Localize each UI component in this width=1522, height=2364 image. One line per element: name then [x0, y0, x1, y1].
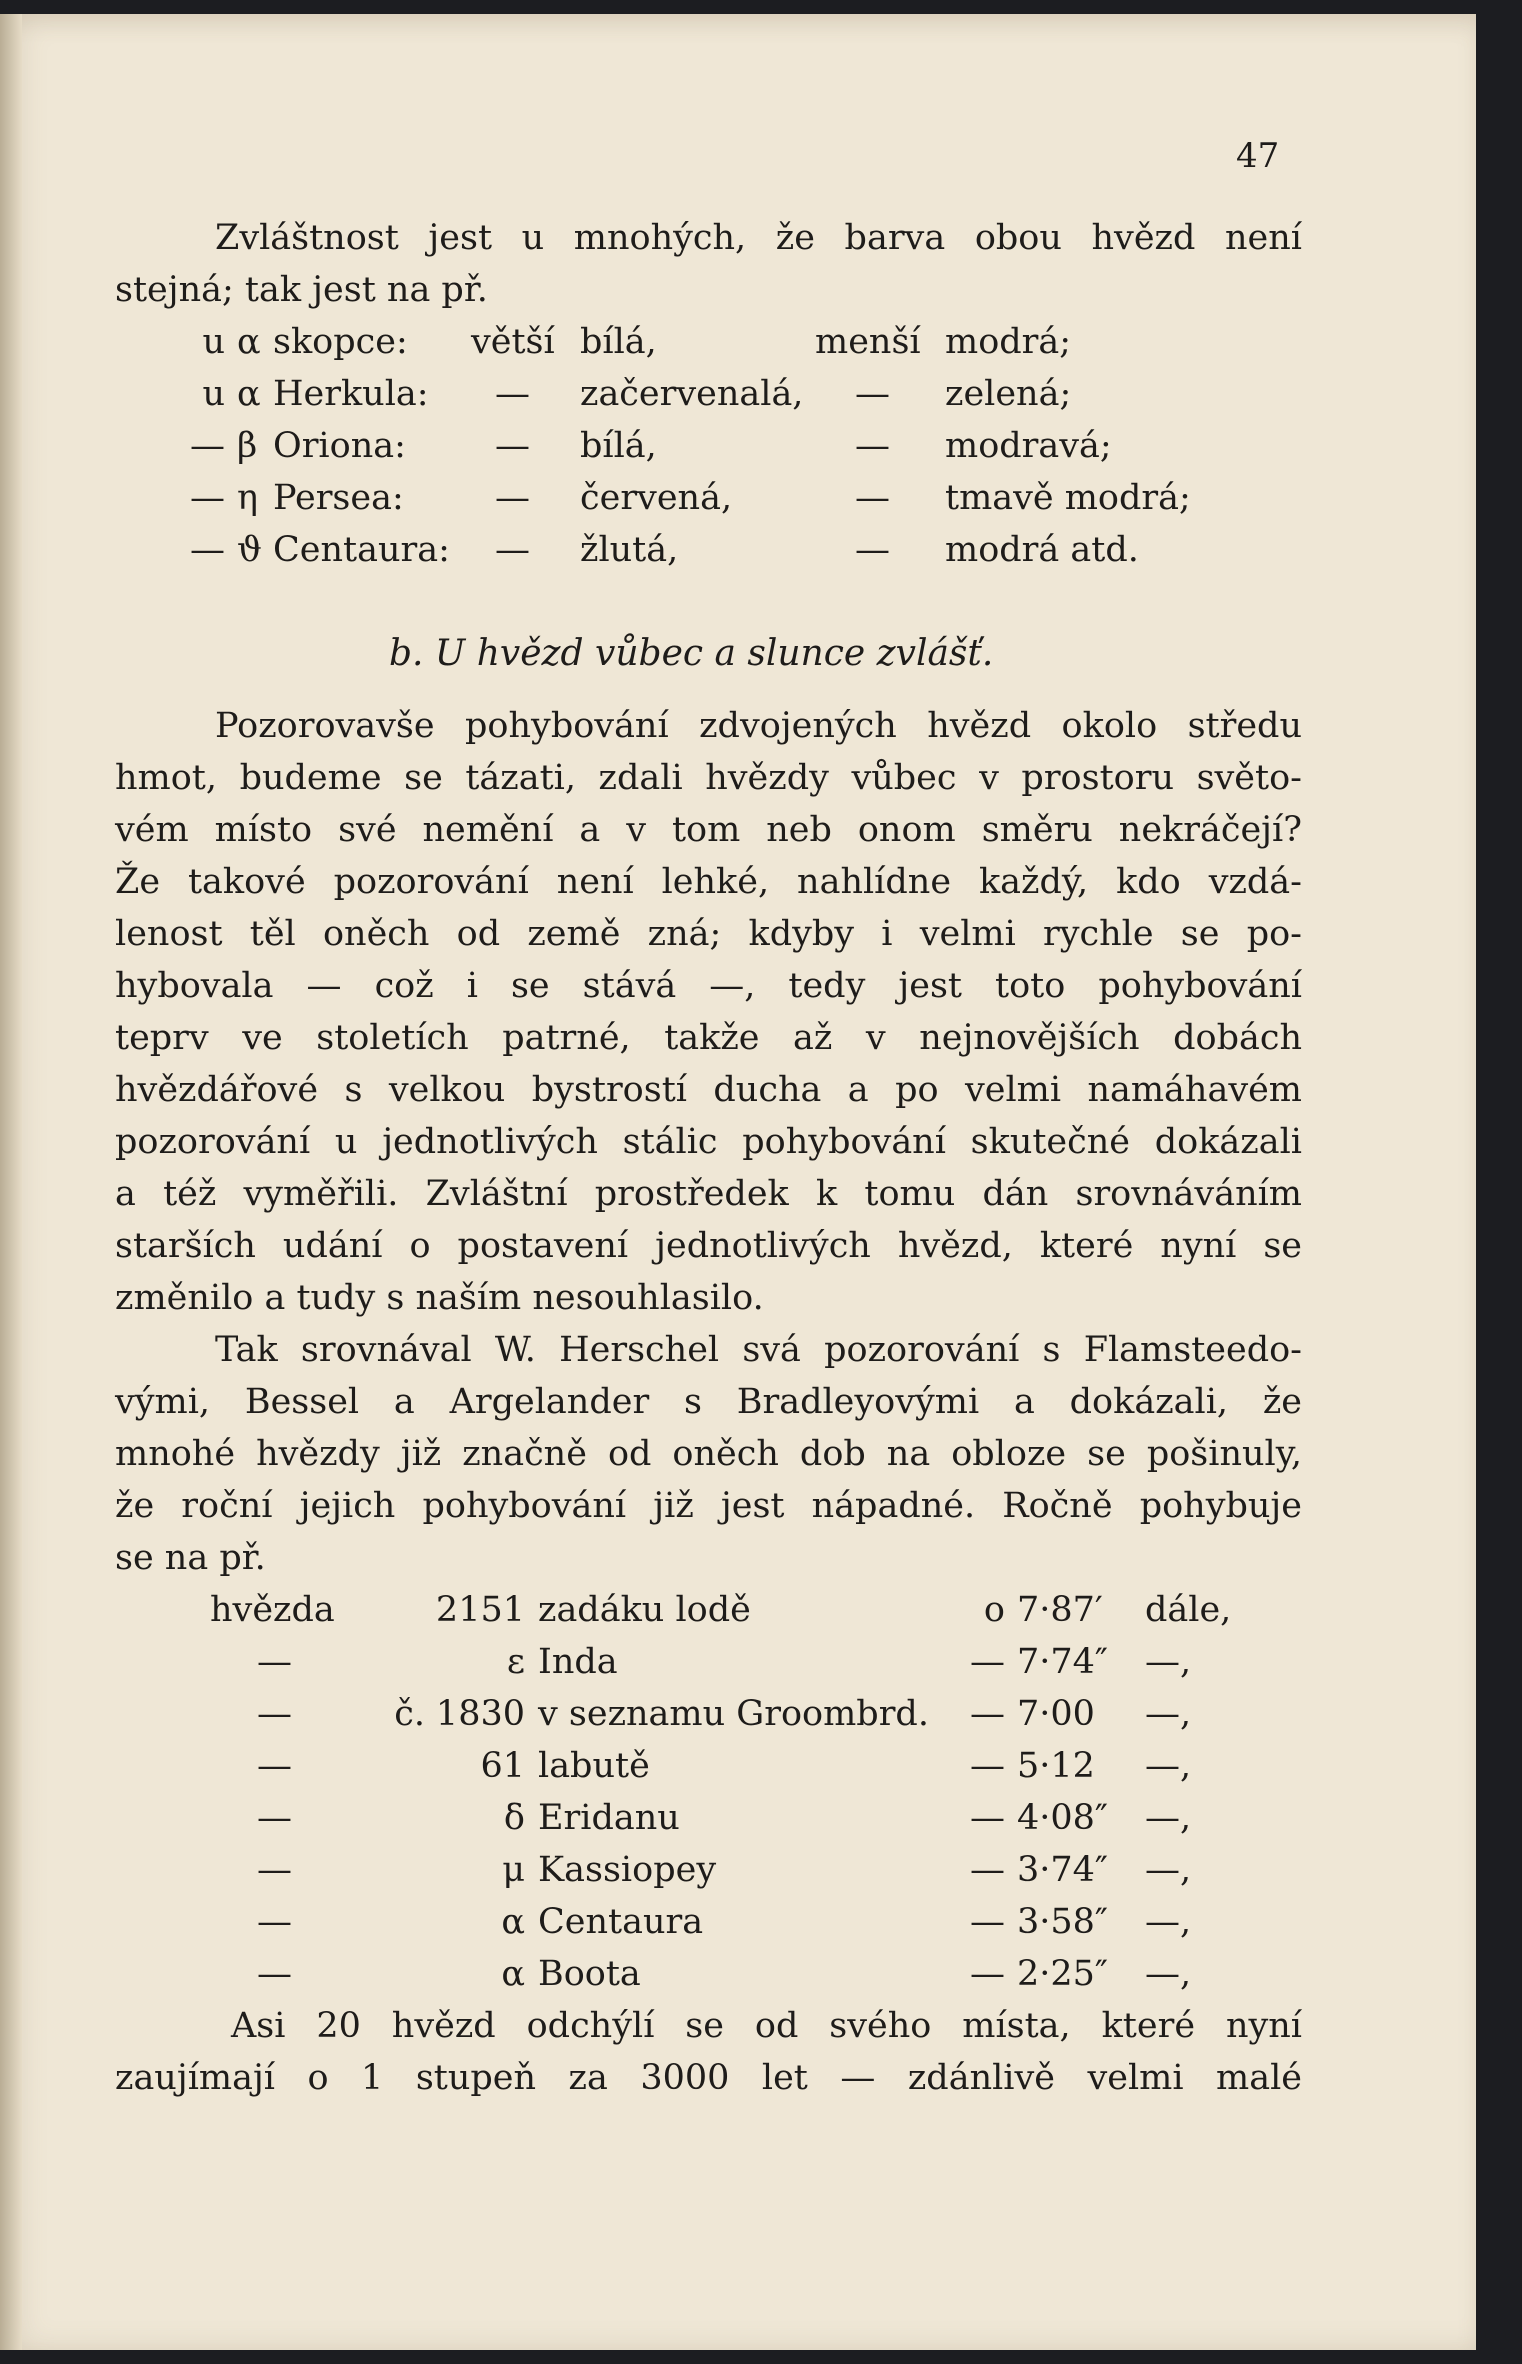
constellation-name: Oriona: — [273, 426, 406, 466]
smaller-label: — — [855, 374, 890, 414]
larger-label: — — [495, 478, 530, 518]
paragraph-line: zaujímají o 1 stupeň za 3000 let — zdánlivě velmi malé — [115, 2058, 1302, 2098]
paragraph-line: lenost těl oněch od země zná; kdyby i velmi rychle se po- — [115, 914, 1302, 954]
intro-line-2: stejná; tak jest na př. — [115, 270, 488, 310]
star-letter: β — [237, 426, 258, 466]
paragraph-line: Asi 20 hvězd odchýlí se od svého místa, které nyní — [231, 2006, 1302, 2046]
smaller-label: — — [855, 530, 890, 570]
star-id: ε — [506, 1642, 525, 1682]
paragraph-line: vém místo své nemění a v tom neb onom směru nekráčejí? — [115, 810, 1302, 850]
paragraph-line: pozorování u jednotlivých stálic pohybování skutečné dokázali — [115, 1122, 1302, 1162]
smaller-color: modrá atd. — [945, 530, 1139, 570]
paragraph-line: změnilo a tudy s naším nesouhlasilo. — [115, 1278, 764, 1318]
star-name: Inda — [538, 1642, 618, 1682]
larger-label: — — [495, 426, 530, 466]
paragraph-line: že roční jejich pohybování již jest nápadné. Ročně pohybuje — [115, 1486, 1302, 1526]
annual-motion: 2·25″ — [1017, 1954, 1109, 1994]
catalog-prefix: č. — [394, 1694, 425, 1734]
annual-motion: 3·74″ — [1017, 1850, 1109, 1890]
motion-row — [115, 1636, 1302, 1688]
star-id: 2151 — [435, 1590, 525, 1630]
star-name: v seznamu Groombrd. — [538, 1694, 929, 1734]
star-name: Kassiopey — [538, 1850, 717, 1890]
row-suffix: —, — [1145, 1954, 1192, 1994]
motion-row — [115, 1792, 1302, 1844]
row-suffix: —, — [1145, 1642, 1192, 1682]
star-id: 1830 — [435, 1694, 525, 1734]
star-name: zadáku lodě — [538, 1590, 751, 1630]
section-heading: b. U hvězd vůbec a slunce zvlášť. — [389, 633, 994, 674]
row-lead: — — [257, 1902, 292, 1942]
paragraph-line: se na př. — [115, 1538, 266, 1578]
color-row — [115, 368, 1302, 420]
paragraph-line: Že takové pozorování není lehké, nahlídne každý, kdo vzdá- — [115, 862, 1302, 902]
smaller-label: menší — [815, 322, 921, 362]
color-row — [115, 316, 1302, 368]
row-lead: — — [257, 1954, 292, 1994]
row-prefix: — — [190, 530, 225, 570]
star-id: 61 — [480, 1746, 525, 1786]
paragraph-line: Pozorovavše pohybování zdvojených hvězd okolo středu — [215, 706, 1302, 746]
larger-label: větší — [471, 322, 555, 362]
star-name: Centaura — [538, 1902, 704, 1942]
motion-operator: — — [970, 1642, 1005, 1682]
page-number: 47 — [1236, 136, 1280, 176]
page-gutter — [0, 14, 22, 2350]
star-id: μ — [502, 1850, 525, 1890]
larger-color: červená, — [580, 478, 733, 518]
constellation-name: skopce: — [273, 322, 408, 362]
smaller-color: modrá; — [945, 322, 1072, 362]
paragraph-line: starších udání o postavení jednotlivých hvězd, které nyní se — [115, 1226, 1302, 1266]
row-prefix: u — [202, 322, 225, 362]
color-row — [115, 524, 1302, 576]
star-letter: α — [237, 374, 261, 414]
motion-operator: — — [970, 1798, 1005, 1838]
constellation-name: Herkula: — [273, 374, 429, 414]
intro-line-1: Zvláštnost jest u mnohých, že barva obou hvězd není — [215, 218, 1302, 258]
constellation-name: Persea: — [273, 478, 404, 518]
motion-operator: — — [970, 1746, 1005, 1786]
star-id: α — [501, 1902, 525, 1942]
color-row — [115, 472, 1302, 524]
smaller-label: — — [855, 426, 890, 466]
motion-row — [115, 1740, 1302, 1792]
motion-row — [115, 1948, 1302, 2000]
motion-row — [115, 1844, 1302, 1896]
larger-color: začervenalá, — [580, 374, 804, 414]
row-suffix: —, — [1145, 1746, 1192, 1786]
larger-label: — — [495, 374, 530, 414]
color-row — [115, 420, 1302, 472]
paragraph-line: a též vyměřili. Zvláštní prostředek k tomu dán srovnáváním — [115, 1174, 1302, 1214]
motion-operator: — — [970, 1850, 1005, 1890]
paragraph-line: hvězdářové s velkou bystrostí ducha a po velmi namáhavém — [115, 1070, 1302, 1110]
smaller-label: — — [855, 478, 890, 518]
paragraph-line: hmot, budeme se tázati, zdali hvězdy vůbec v prostoru světo- — [115, 758, 1302, 798]
motion-row — [115, 1896, 1302, 1948]
star-id: δ — [503, 1798, 525, 1838]
annual-motion: 7·87′ — [1017, 1590, 1103, 1630]
larger-color: bílá, — [580, 426, 657, 466]
annual-motion: 3·58″ — [1017, 1902, 1109, 1942]
row-lead: — — [257, 1642, 292, 1682]
row-prefix: — — [190, 478, 225, 518]
row-suffix: —, — [1145, 1798, 1192, 1838]
paragraph-line: mnohé hvězdy již značně od oněch dob na obloze se pošinuly, — [115, 1434, 1302, 1474]
row-lead: — — [257, 1746, 292, 1786]
larger-color: bílá, — [580, 322, 657, 362]
annual-motion: 7·74″ — [1017, 1642, 1109, 1682]
constellation-name: Centaura: — [273, 530, 450, 570]
star-letter: ϑ — [237, 530, 263, 570]
row-suffix: —, — [1145, 1850, 1192, 1890]
book-page — [0, 14, 1476, 2350]
paragraph-line: teprv ve stoletích patrné, takže až v nejnovějších dobách — [115, 1018, 1302, 1058]
star-name: labutě — [538, 1746, 650, 1786]
motion-operator: — — [970, 1902, 1005, 1942]
row-suffix: —, — [1145, 1902, 1192, 1942]
paragraph-line: hybovala — což i se stává —, tedy jest toto pohybování — [115, 966, 1302, 1006]
star-letter: α — [237, 322, 261, 362]
motion-operator: o — [983, 1590, 1005, 1630]
motion-operator: — — [970, 1694, 1005, 1734]
row-lead: — — [257, 1694, 292, 1734]
smaller-color: tmavě modrá; — [945, 478, 1191, 518]
larger-color: žlutá, — [580, 530, 679, 570]
annual-motion: 5·12 — [1017, 1746, 1095, 1786]
row-prefix: u — [202, 374, 225, 414]
paragraph-line: Tak srovnával W. Herschel svá pozorování s Flamsteedo- — [215, 1330, 1302, 1370]
star-name: Boota — [538, 1954, 641, 1994]
row-prefix: — — [190, 426, 225, 466]
star-letter: η — [237, 478, 258, 518]
star-id: α — [501, 1954, 525, 1994]
smaller-color: modravá; — [945, 426, 1112, 466]
paragraph-line: vými, Bessel a Argelander s Bradleyovými a dokázali, že — [115, 1382, 1302, 1422]
larger-label: — — [495, 530, 530, 570]
smaller-color: zelená; — [945, 374, 1072, 414]
motion-operator: — — [970, 1954, 1005, 1994]
star-name: Eridanu — [538, 1798, 680, 1838]
row-suffix: dále, — [1145, 1590, 1232, 1630]
motion-row — [115, 1688, 1302, 1740]
annual-motion: 7·00 — [1017, 1694, 1095, 1734]
row-suffix: —, — [1145, 1694, 1192, 1734]
row-lead: — — [257, 1850, 292, 1890]
row-lead: hvězda — [210, 1590, 335, 1630]
annual-motion: 4·08″ — [1017, 1798, 1109, 1838]
motion-row — [115, 1584, 1302, 1636]
row-lead: — — [257, 1798, 292, 1838]
